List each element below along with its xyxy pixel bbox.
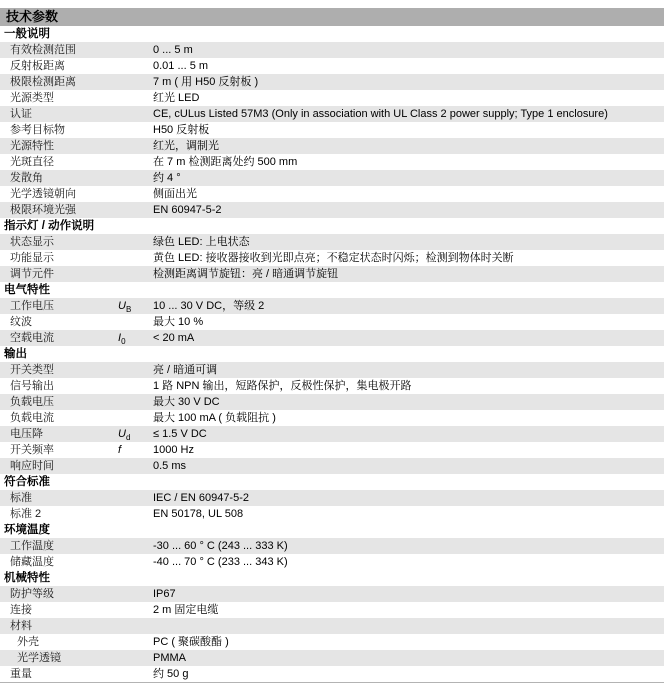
spec-symbol-subscript: d [125, 433, 131, 443]
spec-sections [0, 26, 664, 682]
spec-label: 开关类型 [10, 364, 54, 376]
spec-label: 光学透镜朝向 [10, 188, 76, 200]
spec-row [0, 394, 664, 410]
spec-label: 有效检测范围 [10, 44, 76, 56]
spec-value: 黄色 LED: 接收器接收到光即点亮；不稳定状态时闪烁；检测到物体时关断 [153, 252, 514, 264]
section-header: 环境温度 [4, 524, 50, 536]
spec-value: ≤ 1.5 V DC [153, 428, 207, 440]
spec-value: 0.5 ms [153, 460, 187, 472]
section-header: 机械特性 [4, 572, 50, 584]
spec-row [0, 586, 664, 602]
spec-symbol [118, 330, 153, 346]
spec-label: 调节元件 [10, 268, 54, 280]
spec-label: 防护等级 [10, 588, 54, 600]
spec-value: IEC / EN 60947-5-2 [153, 492, 249, 504]
spec-label: 光源特性 [10, 140, 54, 152]
spec-row [0, 234, 664, 250]
spec-label: 功能显示 [10, 252, 54, 264]
spec-row [0, 378, 664, 394]
spec-label: 空载电流 [10, 332, 54, 344]
spec-value: 最大 30 V DC [153, 396, 220, 408]
section-header: 电气特性 [4, 284, 50, 296]
spec-label: 光学透镜 [17, 652, 61, 664]
spec-label: 标准 2 [10, 508, 42, 520]
spec-symbol [118, 426, 153, 442]
spec-row [0, 602, 664, 618]
spec-row [0, 634, 664, 650]
spec-row [0, 186, 664, 202]
spec-row [0, 410, 664, 426]
spec-value: 7 m ( 用 H50 反射板 ) [153, 76, 259, 88]
spec-row [0, 458, 664, 474]
spec-value: 0 ... 5 m [153, 44, 193, 56]
spec-row [0, 106, 664, 122]
spec-label: 储藏温度 [10, 556, 54, 568]
spec-value: 亮 / 暗通可调 [153, 364, 218, 376]
spec-row [0, 170, 664, 186]
spec-row [0, 298, 664, 314]
spec-row [0, 330, 664, 346]
spec-label: 纹波 [10, 316, 32, 328]
spec-row [0, 314, 664, 330]
spec-label: 发散角 [10, 172, 43, 184]
spec-value: -30 ... 60 ° C (243 ... 333 K) [153, 540, 288, 552]
spec-value: -40 ... 70 ° C (233 ... 343 K) [153, 556, 288, 568]
spec-value: H50 反射板 [153, 124, 210, 136]
spec-value: 约 4 ° [153, 172, 181, 184]
section-header: 指示灯 / 动作说明 [4, 220, 95, 232]
spec-row [0, 426, 664, 442]
spec-symbol [118, 298, 153, 314]
spec-row [0, 554, 664, 570]
spec-row [0, 122, 664, 138]
spec-symbol-subscript: 0 [121, 337, 126, 347]
spec-value: 1000 Hz [153, 444, 194, 456]
spec-row [0, 74, 664, 90]
spec-value: PMMA [153, 652, 186, 664]
spec-value: 2 m 固定电缆 [153, 604, 219, 616]
spec-value: 侧面出光 [153, 188, 197, 200]
page-title: 技术参数 [0, 8, 664, 26]
spec-row [0, 154, 664, 170]
spec-row [0, 42, 664, 58]
spec-row [0, 490, 664, 506]
spec-row [0, 250, 664, 266]
section-header: 符合标准 [4, 476, 50, 488]
spec-row [0, 538, 664, 554]
spec-label: 极限环境光强 [10, 204, 76, 216]
spec-symbol-subscript: B [125, 305, 132, 315]
spec-label: 负载电流 [10, 412, 54, 424]
spec-row [0, 266, 664, 282]
spec-label: 开关频率 [10, 444, 54, 456]
spec-value: 最大 10 % [153, 316, 204, 328]
section-header: 一般说明 [4, 28, 50, 40]
spec-row [0, 138, 664, 154]
spec-value: 红光 LED [153, 92, 200, 104]
spec-label: 工作温度 [10, 540, 54, 552]
spec-label: 重量 [10, 668, 32, 680]
spec-value: 最大 100 mA ( 负载阻抗 ) [153, 412, 276, 424]
spec-row [0, 362, 664, 378]
spec-label: 参考目标物 [10, 124, 65, 136]
spec-value: EN 60947-5-2 [153, 204, 222, 216]
spec-value: CE, cULus Listed 57M3 (Only in association with UL Class 2 power supply; Type 1 enclosure) [153, 108, 608, 120]
spec-label: 标准 [10, 492, 32, 504]
spec-symbol-base: I [118, 332, 122, 344]
spec-value: 绿色 LED: 上电状态 [153, 236, 250, 248]
spec-label: 连接 [10, 604, 32, 616]
spec-symbol-base: f [118, 444, 122, 456]
spec-label: 状态显示 [10, 236, 54, 248]
spec-symbol-base: U [118, 300, 126, 312]
table-bottom-rule [0, 682, 664, 683]
spec-label: 光源类型 [10, 92, 54, 104]
spec-label: 光斑直径 [10, 156, 54, 168]
spec-value: 在 7 m 检测距离处约 500 mm [153, 156, 298, 168]
spec-label: 工作电压 [10, 300, 54, 312]
spec-symbol [118, 442, 153, 458]
spec-row [0, 506, 664, 522]
spec-sheet [0, 8, 664, 683]
spec-value: < 20 mA [153, 332, 195, 344]
spec-row [0, 58, 664, 74]
spec-value: 10 ... 30 V DC，等级 2 [153, 300, 265, 312]
spec-value: 红光，调制光 [153, 140, 219, 152]
spec-value: 检测距离调节旋钮：亮 / 暗通调节旋钮 [153, 268, 339, 280]
spec-symbol-base: U [118, 428, 126, 440]
spec-value: IP67 [153, 588, 176, 600]
spec-value: 1 路 NPN 输出，短路保护，反极性保护，集电极开路 [153, 380, 412, 392]
spec-label: 负载电压 [10, 396, 54, 408]
spec-value: PC ( 聚碳酸酯 ) [153, 636, 229, 648]
spec-label: 电压降 [10, 428, 43, 440]
spec-value: 0.01 ... 5 m [153, 60, 209, 72]
spec-value: 约 50 g [153, 668, 189, 680]
spec-row [0, 442, 664, 458]
spec-label: 反射板距离 [10, 60, 65, 72]
spec-label: 极限检测距离 [10, 76, 76, 88]
section-header: 输出 [4, 348, 27, 360]
spec-row [0, 618, 664, 634]
spec-label: 响应时间 [10, 460, 54, 472]
spec-label: 外壳 [17, 636, 39, 648]
spec-label: 信号输出 [10, 380, 54, 392]
spec-label: 材料 [10, 620, 32, 632]
spec-value: EN 50178, UL 508 [153, 508, 244, 520]
spec-row [0, 90, 664, 106]
spec-row [0, 650, 664, 666]
spec-row [0, 666, 664, 682]
spec-label: 认证 [10, 108, 32, 120]
spec-row [0, 202, 664, 218]
